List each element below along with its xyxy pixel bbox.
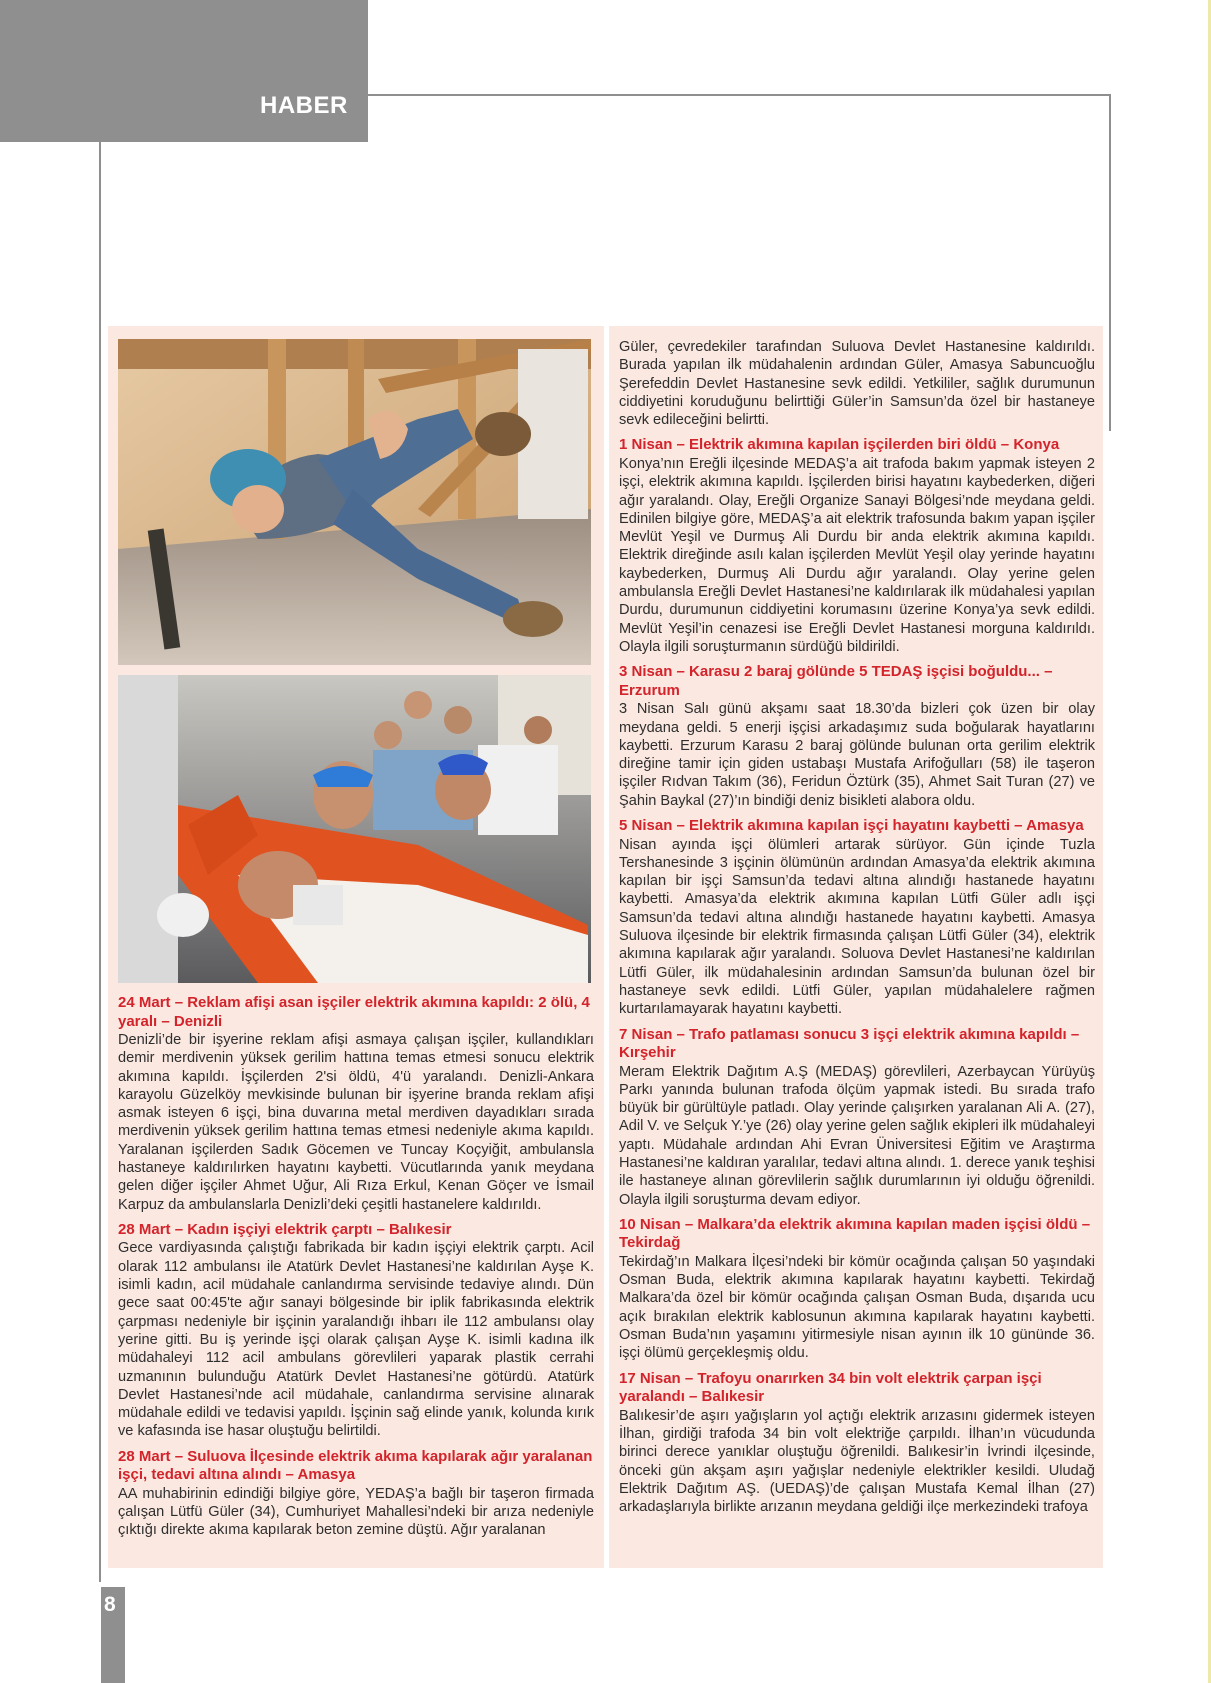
- article-body: Meram Elektrik Dağıtım A.Ş (MEDAŞ) görevlileri, Azerbaycan Yürüyüş Parkı yanında bulunan trafoda ölçüm yapmak istedi. Bu sırada trafo büyük bir gürültüyle patladı. Olay yerinde çalışırken yaralanan Ali A. (27), Adil V. ve Selçuk Y.’ye (26) olay yerine gelen sağlık ekipleri ilk müdahaleyi yaptı. Müdahale ardından Ahi Evran Üniversitesi Eğitim ve Araştırma Hastanesi’ne kaldıran yaralılar, tedavi altına alındı. 1. derece yanık teşhisi ile hastaneye alınan görevlilerin sağlık durumlarının iyi olduğu öğrenildi. Olayla ilgili soruşturma devam ediyor.: [619, 1063, 1095, 1208]
- article-body: Denizli’de bir işyerine reklam afişi asmaya çalışan işçiler, kullandıkları demir merdivenin yüksek gerilim hattına temas etmesi sonucu elektrik akımına kapıldı. İşçilerden 2'si öldü, 4'ü yaralandı. Denizli-Ankara karayolu Güzelköy mevkisinde bulunan bir işyerine branda reklam afişi asmak isteyen 6 işçi, bina duvarına metal merdiven dayadıkları sırada merdivenin yüksek gerilim hattına temas etmesi nedeniyle akıma kapıldı. Yaralanan işçilerden Sadık Göcemen ve Tuncay Koçyiğit, ambulansla hastaneye kaldırılırken hayatını kaybetti. Vücutlarında yanık meydana gelen diğer işçiler Ahmet Uğur, Ali Rıza Erkul, Kenan Göçer ve İsmail Karpuz da ambulanslarla Denizli’deki çeşitli hastanelere kaldırıldı.: [118, 1032, 594, 1213]
- article-body: Nisan ayında işçi ölümleri artarak sürüyor. Gün içinde Tuzla Tershanesinde 3 işçinin ölümünün ardından Amasya’da elektrik akımına kapılan bir işçi Samsun’da tedavi altına alındığı hastanede hayatını kaybetti. Amasya’da elektrik akımına kapılan Lütfi Güler adlı işçi Samsun’da tedavi altına alındığı hastanede hayatını kaybetti. Amasya Suluova ilçesinde bir elektrik firmasında çalışan Lütfi Güler (34), elektrik akımına kapılarak ağır yaralandı. Soluova Devlet Hastanesi’ne kaldırılan Lütfi Güler, ilk müdahalesinin ardından Samsun’da bulunan özel bir hastaneye sevk edildi. Lütfi Güler, yapılan müdahalelere rağmen kurtarılamayarak hayatını kaybetti.: [619, 836, 1095, 1018]
- right-text-block: [619, 338, 1095, 1523]
- page-number: 8: [104, 1593, 116, 1616]
- left-column: [108, 326, 604, 1568]
- article-headline: 28 Mart – Kadın işçiyi elektrik çarptı – Balıkesir: [118, 1220, 452, 1238]
- article-body: 3 Nisan Salı günü akşamı saat 18.30’da bizleri çok üzen bir olay meydana geldi. 5 enerji işçisi arkadaşımız suda boğularak hayatlarını kaybetti. Erzurum Karasu 2 baraj gölünde bulunan orta gerilim elektrik direğine tamir için giden ustabaşı Mustafa Arifoğulları (58) ile taşeron işçiler Rıdvan Takım (36), Feridun Öztürk (35), Ahmet Sait Turan (27) ve Şahin Baykal (27)’ın bindiği deniz bisikleti alabora oldu.: [619, 701, 1095, 809]
- article-body: Gece vardiyasında çalıştığı fabrikada bir kadın işçiyi elektrik çarptı. Acil olarak 112 ambulansı ile Atatürk Devlet Hastanesi’ne kaldırılan Ayşe K. isimli kadın, acil müdahale canlandırma servisinde tedaviye alındı. Dün gece saat 00:45'te ağır sanayi bölgesinde bir iplik fabrikasında elektrik çarpması nedeniyle bir işçinin yaralandığı ihbarı ile 112 ambulansı olay yerine gitti. Bu iş yerinde işçi olarak çalışan Ayşe K. isimli kadına ilk müdahaleyi 112 acil ambulans görevlileri yaparak plastik cerrahi uzmanının bulunduğu Atatürk Devlet Hastanesi’ne götürdü. Atatürk Devlet Hastanesi’nde acil müdahale, canlandırma servisine alınarak müdahale edildi ve tedavisi yapıldı. İşçinin sağ elinde yanık, kolunda kırık ve kafasında ise hasar oluştuğu belirtildi.: [118, 1240, 594, 1440]
- right-column: [609, 326, 1103, 1568]
- article-body: Tekirdağ’ın Malkara İlçesi’ndeki bir kömür ocağında çalışan 50 yaşındaki Osman Buda, elektrik akımına kapılarak hayatını kaybetti. Tekirdağ Malkara’da özel bir kömür ocağında çalışan Osman Buda, dışarıda ucu açık bırakılan elektrik kablosunun akımına kapılarak hayatını kaybetti. Osman Buda’nın yaşamını yitirmesiyle nisan ayının ilk 10 gününde 36. işçi ölümü gerçekleşmiş oldu.: [619, 1253, 1095, 1362]
- article-headline: 7 Nisan – Trafo patlaması sonucu 3 işçi elektrik akımına kapıldı – Kırşehir: [619, 1025, 1080, 1061]
- continued-paragraph: Güler, çevredekiler tarafından Suluova Devlet Hastanesine kaldırıldı. Burada yapılan ilk müdahalenin ardından Güler, Amasya Sabuncuoğlu Şerefeddin Devlet Hastanesine sevk edildi. Yetkililer, sağlık durumunun ciddiyetini koruduğunu belirttiği Güler’in Samsun’da özel bir hastaneye sevk edileceğini belirtti.: [619, 339, 1095, 429]
- article-headline: 3 Nisan – Karasu 2 baraj gölünde 5 TEDAŞ işçisi boğuldu... – Erzurum: [619, 663, 1053, 699]
- article-body: Konya’nın Ereğli ilçesinde MEDAŞ’a ait trafoda bakım yapmak isteyen 2 işçi, elektrik akımına kapıldı. İşçilerden birisi hayatını kaybederken, diğeri ağır yaralandı. Olay, Ereğli Organize Sanayi Bölgesi’nde meydana geldi. Edinilen bilgiye göre, MEDAŞ’a ait elektrik trafosunda bakım yapan işçiler Mevlüt Yeşil ve Durmuş Ali Durdu bir anda elektrik akımına kapıldı. Elektrik direğinde asılı kalan işçilerden Mevlüt Yeşil olay yerinde hayatını kaybederken, Durmuş Ali Durdu ağır yaralandı. Olay yerine gelen ambulansla Ereğli Devlet Hastanesi’ne kaldırılarak ilk müdahalesi yapılan Durdu, durumunun ciddiyetini korumasını üzerine Konya’ya sevk edildi. Mevlüt Yeşil’in cenazesi ise Ereğli Devlet Hastanesi morguna kaldırıldı. Olayla ilgili soruşturmanın sürdüğü bildirildi.: [619, 455, 1095, 655]
- article-headline: 28 Mart – Suluova İlçesinde elektrik akıma kapılarak ağır yaralanan işçi, tedavi altına alındı – Amasya: [118, 1447, 593, 1484]
- header-gray-block: [0, 0, 368, 142]
- frame-top-rule: [368, 94, 1111, 96]
- article-body: AA muhabirinin edindiği bilgiye göre, YEDAŞ’a bağlı bir taşeron firmada çalışan Lütfü Güler (34), Cumhuriyet Mahallesi’ndeki bir arıza nedeniyle çıktığı direkte akıma kapılarak beton zemine düştü. Ağır yaralanan: [118, 1485, 594, 1539]
- frame-left-rule: [99, 142, 101, 1582]
- article-headline: 10 Nisan – Malkara’da elektrik akımına kapılan maden işçisi öldü – Tekirdağ: [619, 1215, 1091, 1252]
- article-headline: 24 Mart – Reklam afişi asan işçiler elektrik akımına kapıldı: 2 ölü, 4 yaralı – Denizli: [118, 994, 590, 1030]
- frame-right-rule: [1109, 94, 1111, 431]
- left-text-block: [118, 994, 594, 1547]
- photo-injured-worker-stretcher: [118, 675, 591, 983]
- photo-construction-worker-fall: [118, 339, 591, 665]
- article-headline: 17 Nisan – Trafoyu onarırken 34 bin volt elektrik çarpan işçi yaralandı – Balıkesir: [619, 1369, 1042, 1406]
- article-headline: 5 Nisan – Elektrik akımına kapılan işçi hayatını kaybetti – Amasya: [619, 817, 1084, 835]
- article-headline: 1 Nisan – Elektrik akımına kapılan işçilerden biri öldü – Konya: [619, 436, 1060, 454]
- article-body: Balıkesir’de aşırı yağışların yol açtığı elektrik arızasını gidermek isteyen İlhan, girdiği trafoda 34 bin volt elektriğe çarpıldı. İlhan’ın vücudunda birinci derece yanıklar oluştuğu öğrenildi. Balıkesir’in İvrindi ilçesinde, önceki gün akşam aşırı yağışlar nedeniyle elektrikler kesildi. Uludağ Elektrik Dağıtım AŞ. (UEDAŞ)’de çalışan Mustafa Kemal İlhan (27) arkadaşlarıyla birlikte arızanın meydana geldiği ilçe merkezindeki trafoya: [619, 1407, 1095, 1516]
- section-label: HABER: [260, 92, 348, 119]
